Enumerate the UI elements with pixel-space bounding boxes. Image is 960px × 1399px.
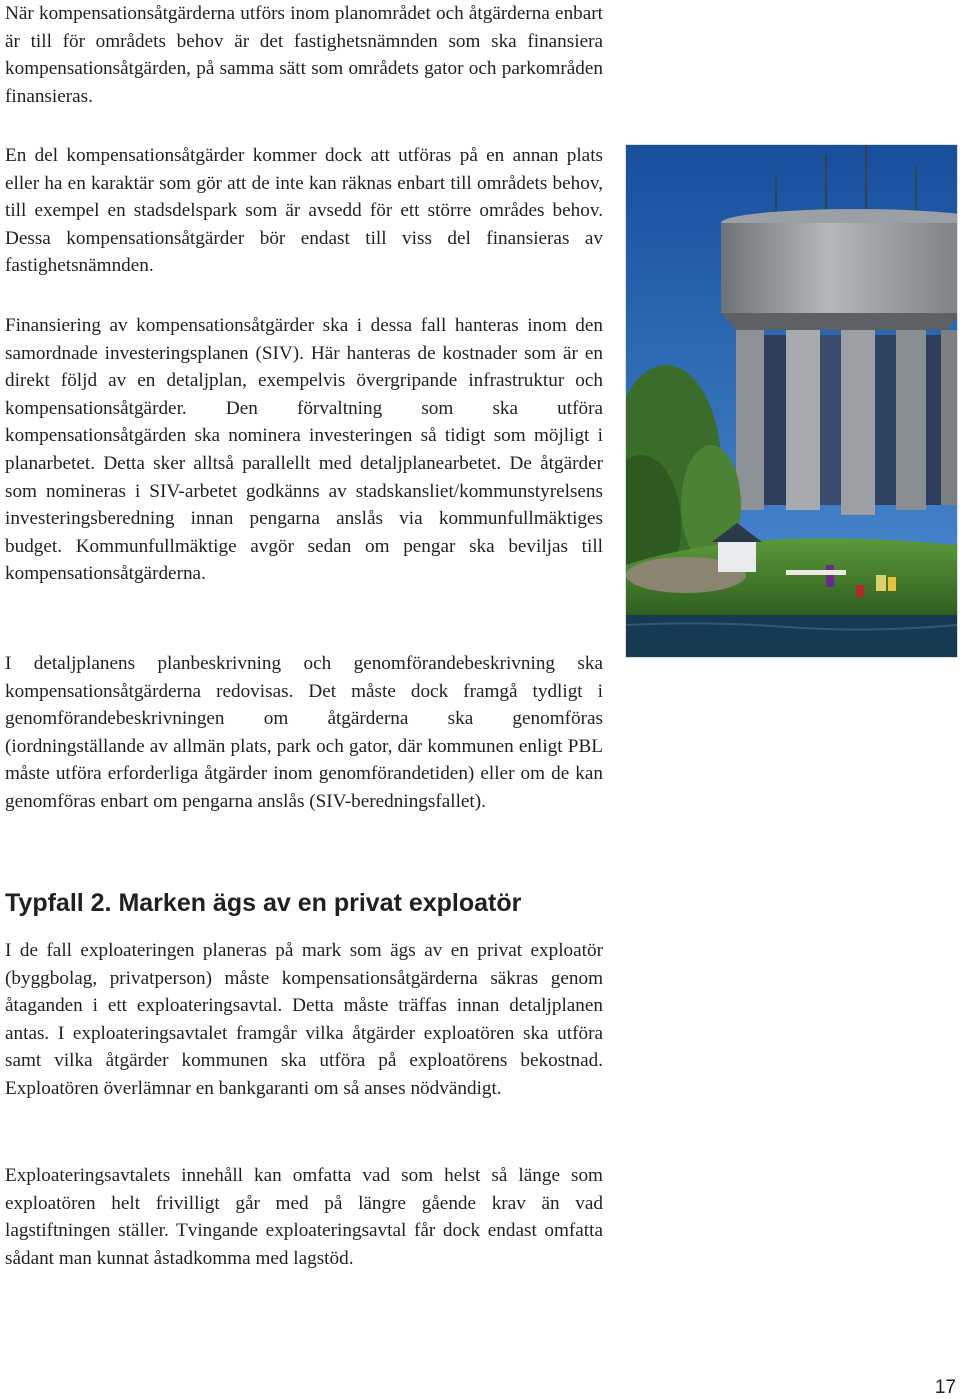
section-heading: Typfall 2. Marken ägs av en privat exploatör: [5, 889, 522, 917]
water-tower-photo: [625, 144, 958, 658]
paragraph-2: En del kompensationsåtgärder kommer dock att utföras på en annan plats eller ha en karaktär som gör att de inte kan räknas enbart till områdets behov, till exempel en stadsdelspark som är avsedd för ett större områdes behov. Dessa kompensationsåtgärder bör endast till viss del finansieras av fastighetsnämnden.: [5, 145, 603, 277]
paragraph-1: När kompensationsåtgärderna utförs inom planområdet och åtgärderna enbart är till för områdets behov är det fastighetsnämnden som ska finansiera kompensationsåtgärden, på samma sätt som områdets gator och parkområden finansieras.: [5, 3, 603, 107]
paragraph-5: I de fall exploateringen planeras på mark som ägs av en privat exploatör (byggbolag, privatperson) måste kompensationsåtgärderna säkras genom åtaganden i ett exploateringsavtal. Detta måste träffas innan detaljplanen antas. I exploateringsavtalet framgår vilka åtgärder exploatören ska utföra samt vilka åtgärder kommunen ska utföra på exploatörens bekostnad. Exploatören överlämnar en bankgaranti om så anses nödvändigt.: [5, 940, 603, 1099]
paragraph-3: Finansiering av kompensationsåtgärder ska i dessa fall hanteras inom den samordnade investeringsplanen (SIV). Här hanteras de kostnader som är en direkt följd av en detaljplan, exempelvis övergripande infrastruktur och kompensationsåtgärder. Den förvaltning som ska utföra kompensationsåtgärden ska nominera investeringen så tidigt som möjligt i planarbetet. Detta sker alltså parallellt med detaljplanearbetet. De åtgärder som nomineras i SIV-arbetet godkänns av stadskansliet/kommunstyrelsens investeringsberedning innan pengarna anslås via kommunfullmäktiges budget. Kommunfullmäktige avgör sedan om pengar ska beviljas till kompensationsåtgärderna.: [5, 315, 603, 585]
paragraph-6: Exploateringsavtalets innehåll kan omfatta vad som helst så länge som exploatören helt frivilligt går med på längre gående krav än vad lagstiftningen ställer. Tvingande exploateringsavtal får dock endast omfatta sådant man kunnat åstadkomma med lagstöd.: [5, 1165, 603, 1269]
page-number: 17: [934, 1377, 956, 1398]
paragraph-4: I detaljplanens planbeskrivning och genomförandebeskrivning ska kompensationsåtgärderna redovisas. Det måste dock framgå tydligt i genomförandebeskrivningen om åtgärderna ska genomföras (iordningställande av allmän plats, park och gator, där kommunen enligt PBL måste utföra erforderliga åtgärder inom genomförandetiden) eller om de kan genomföras enbart om pengarna anslås (SIV-beredningsfallet).: [5, 653, 603, 812]
